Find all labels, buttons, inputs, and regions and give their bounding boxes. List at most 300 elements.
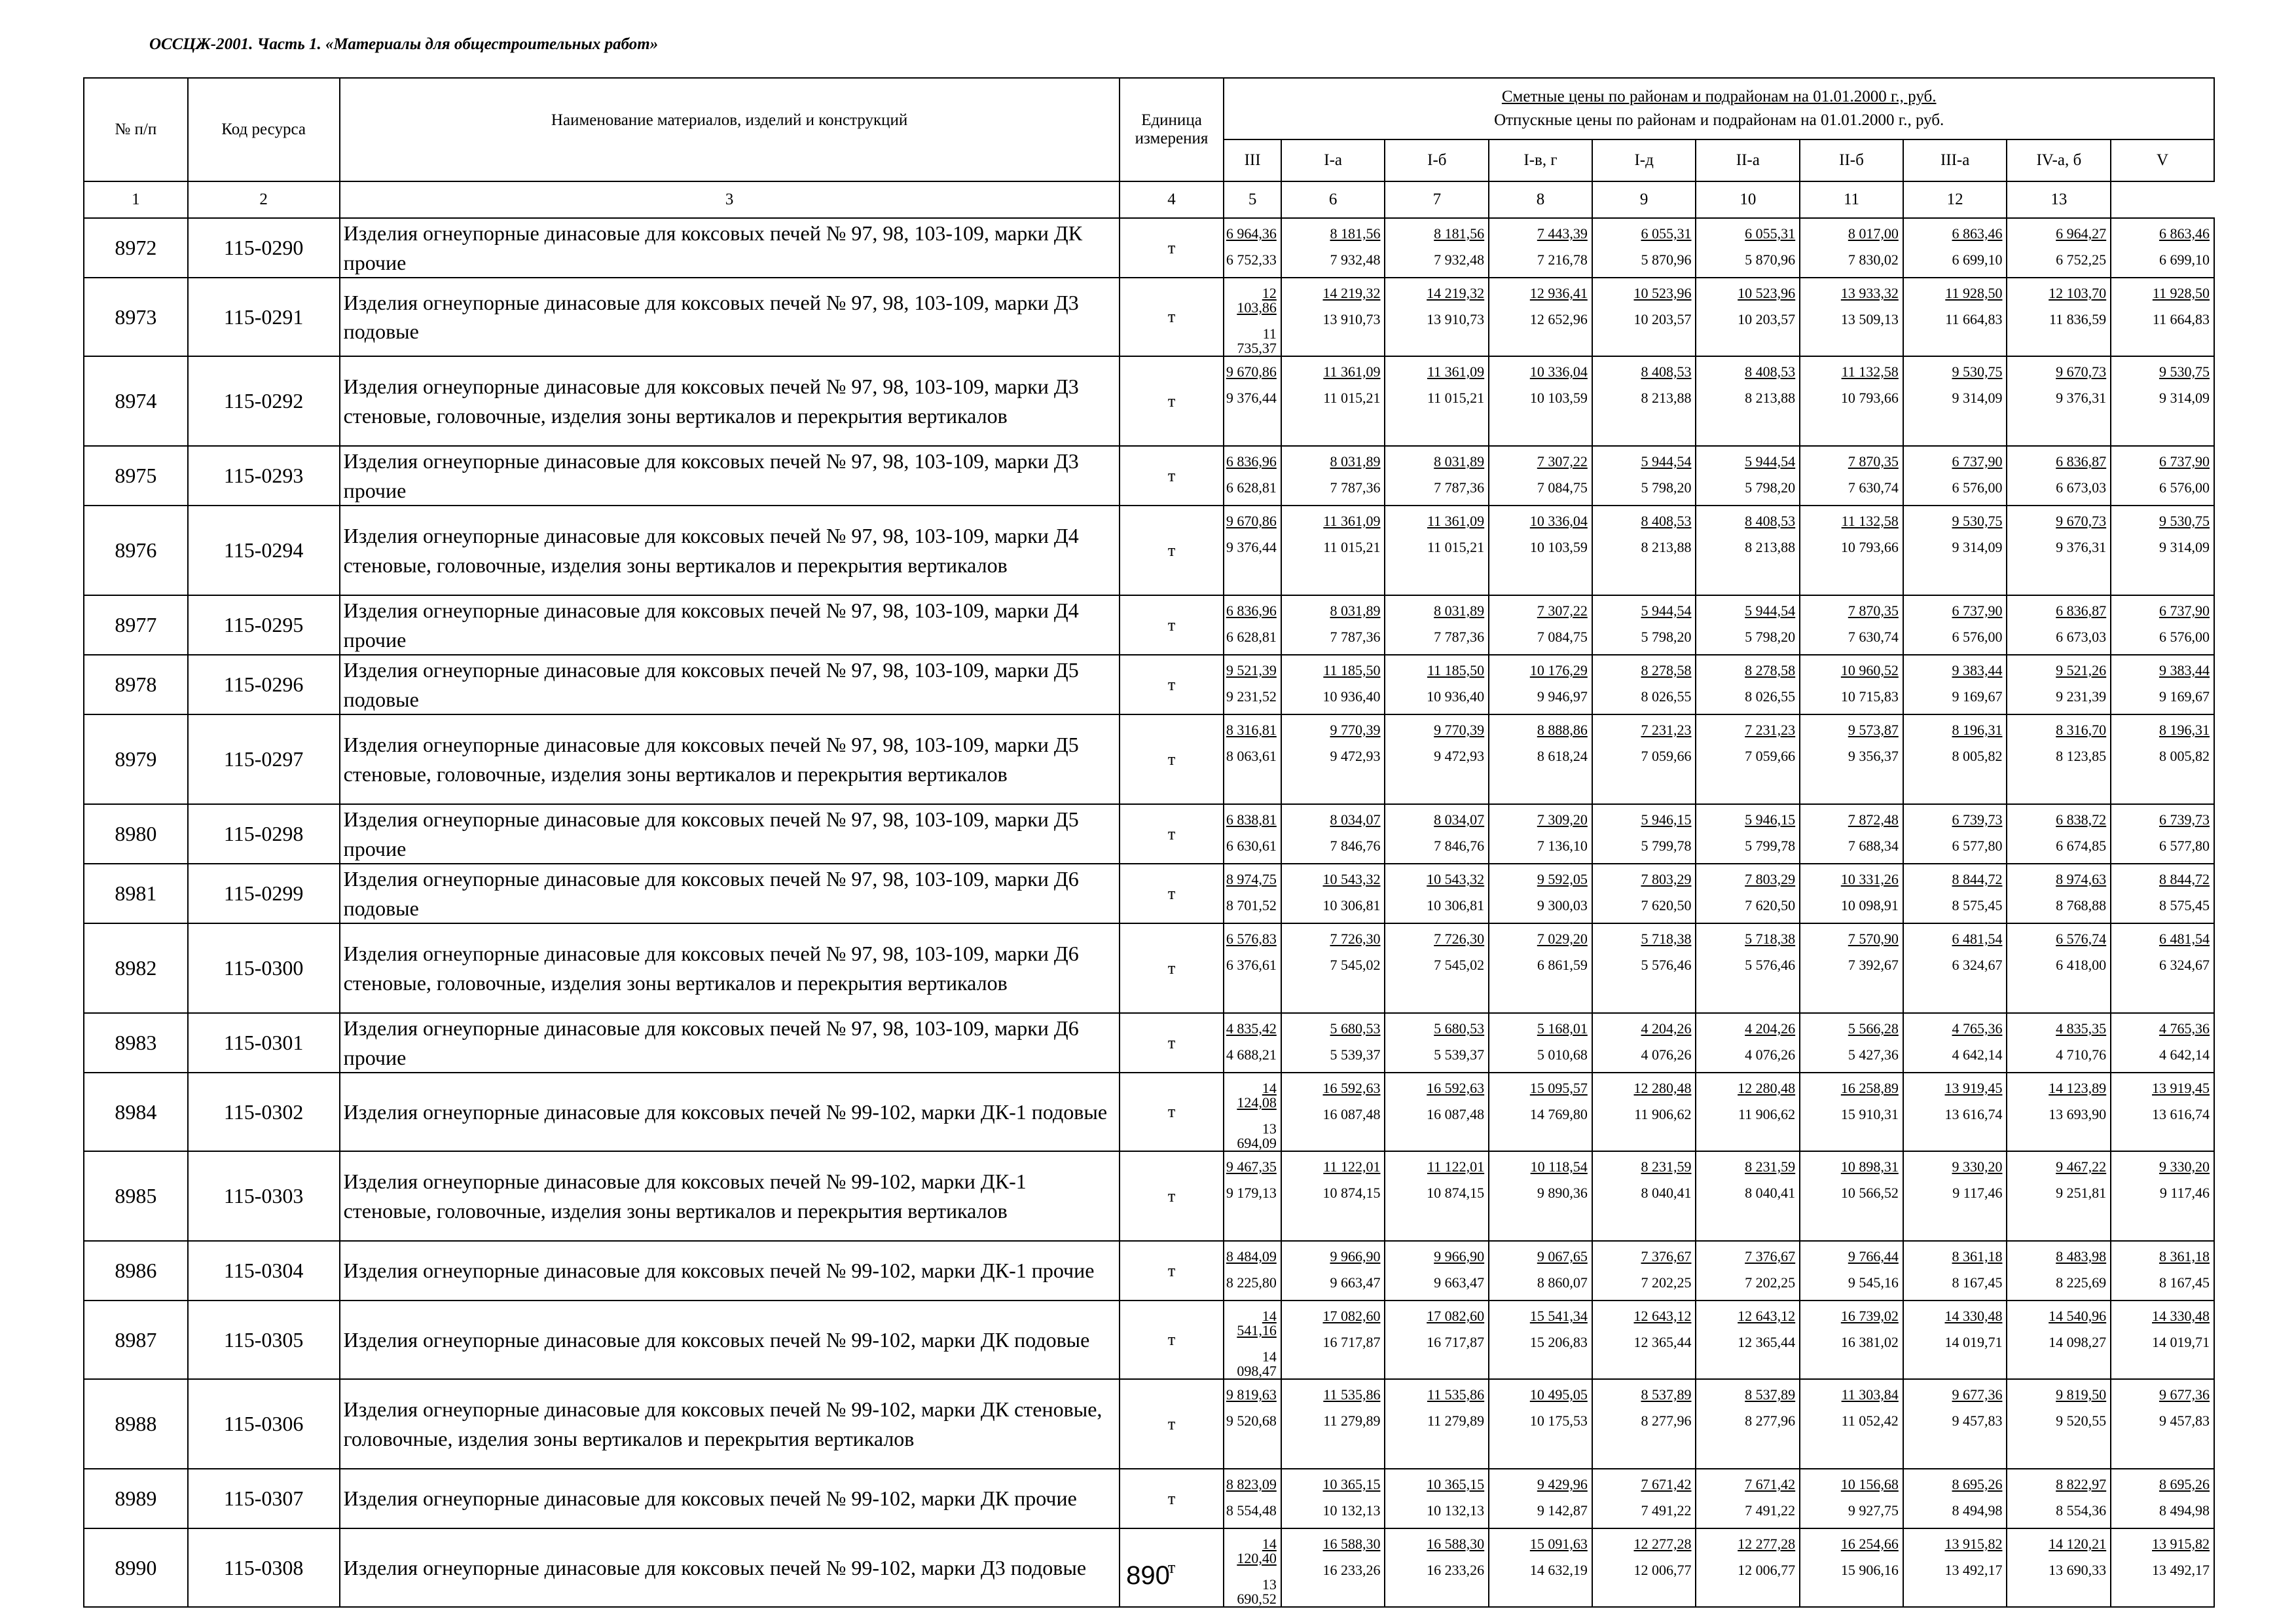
estimate-price: 5 944,54 [1641, 453, 1692, 470]
price-cell [1800, 1013, 1903, 1073]
unit-of-measure: т [1120, 595, 1224, 655]
estimate-price: 14 120,21 [2049, 1536, 2107, 1552]
price-cell [1385, 1379, 1489, 1469]
price-cell [2111, 278, 2214, 356]
resource-code: 115-0299 [188, 864, 340, 923]
column-number: 3 [340, 181, 1120, 218]
price-cell [1224, 356, 1281, 446]
release-price: 7 830,02 [1848, 251, 1899, 268]
price-cell [1592, 506, 1696, 595]
release-price: 9 376,31 [2056, 539, 2107, 555]
price-cell [1489, 1379, 1592, 1469]
estimate-price: 8 822,97 [2056, 1476, 2107, 1492]
resource-code: 115-0301 [188, 1013, 340, 1073]
release-price: 7 620,50 [1745, 897, 1796, 913]
estimate-price: 7 726,30 [1434, 931, 1485, 947]
release-price: 6 324,67 [2159, 957, 2210, 973]
price-cell [1903, 1241, 2007, 1301]
estimate-price: 4 835,42 [1226, 1020, 1277, 1037]
price-cell [1592, 714, 1696, 804]
price-cell [1696, 714, 1800, 804]
estimate-price: 7 231,23 [1641, 722, 1692, 738]
price-cell [1224, 1469, 1281, 1528]
unit-of-measure: т [1120, 1379, 1224, 1469]
release-price: 11 015,21 [1323, 390, 1381, 406]
estimate-price: 10 523,96 [1633, 285, 1692, 301]
release-price: 9 314,09 [2159, 539, 2210, 555]
price-cell [1281, 1469, 1385, 1528]
price-cell [1385, 1241, 1489, 1301]
release-price: 9 663,47 [1330, 1274, 1381, 1291]
release-price: 13 910,73 [1322, 311, 1381, 327]
estimate-price: 9 530,75 [2159, 513, 2210, 529]
unit-of-measure: т [1120, 218, 1224, 278]
estimate-price: 10 156,68 [1840, 1476, 1899, 1492]
price-cell [1800, 1241, 1903, 1301]
release-price: 5 798,20 [1745, 629, 1796, 645]
release-price: 5 870,96 [1745, 251, 1796, 268]
release-price: 12 652,96 [1529, 311, 1588, 327]
price-cell [1903, 446, 2007, 506]
estimate-price: 6 576,74 [2056, 931, 2107, 947]
price-cell [1696, 506, 1800, 595]
estimate-price: 9 766,44 [1848, 1248, 1899, 1264]
release-price: 10 936,40 [1322, 688, 1381, 705]
price-cell [1592, 595, 1696, 655]
price-cell [1696, 446, 1800, 506]
price-cell [1800, 714, 1903, 804]
price-cell [2007, 446, 2111, 506]
release-price: 13 509,13 [1840, 311, 1899, 327]
price-cell [2007, 356, 2111, 446]
release-price: 12 365,44 [1633, 1334, 1692, 1350]
release-price: 6 699,10 [1952, 251, 2003, 268]
release-price: 8 225,80 [1226, 1274, 1277, 1291]
region-header: I-в, г [1489, 139, 1592, 181]
release-price: 10 715,83 [1840, 688, 1899, 705]
row-number: 8974 [84, 356, 188, 446]
estimate-price: 7 671,42 [1745, 1476, 1796, 1492]
release-price: 6 630,61 [1226, 838, 1277, 854]
estimate-price: 14 219,32 [1322, 285, 1381, 301]
price-cell [2007, 655, 2111, 714]
price-cell [1592, 446, 1696, 506]
estimate-price: 6 737,90 [2159, 453, 2210, 470]
estimate-price: 8 034,07 [1434, 811, 1485, 828]
price-cell [2007, 1073, 2111, 1151]
release-price: 11 052,42 [1841, 1412, 1899, 1429]
estimate-price: 8 181,56 [1434, 225, 1485, 242]
release-price: 10 203,57 [1738, 311, 1796, 327]
release-price: 5 798,20 [1641, 629, 1692, 645]
release-price: 9 520,68 [1226, 1412, 1277, 1429]
price-cell [2007, 1301, 2111, 1379]
estimate-price: 6 836,87 [2056, 453, 2107, 470]
material-name: Изделия огнеупорные динасовые для коксовых печей № 99-102, марки ДК-1 стеновые, головочные, изделия зоны вертикалов и перекрытия вертикалов [340, 1151, 1120, 1241]
estimate-price: 11 361,09 [1427, 513, 1485, 529]
release-price: 7 202,25 [1641, 1274, 1692, 1291]
estimate-price: 11 361,09 [1427, 363, 1485, 380]
row-number: 8982 [84, 923, 188, 1013]
release-price: 9 376,31 [2056, 390, 2107, 406]
release-price: 16 087,48 [1427, 1106, 1485, 1122]
price-cell [1489, 714, 1592, 804]
price-cell [1385, 1073, 1489, 1151]
estimate-price: 6 838,72 [2056, 811, 2107, 828]
estimate-price: 16 588,30 [1322, 1536, 1381, 1552]
price-cell [1489, 1301, 1592, 1379]
estimate-price: 9 383,44 [2159, 662, 2210, 678]
row-number: 8976 [84, 506, 188, 595]
release-price: 7 630,74 [1848, 629, 1899, 645]
price-cell [1903, 1301, 2007, 1379]
release-price: 7 846,76 [1330, 838, 1381, 854]
release-price: 10 793,66 [1840, 390, 1899, 406]
estimate-price: 6 737,90 [2159, 602, 2210, 619]
price-cell [1224, 923, 1281, 1013]
row-number: 8979 [84, 714, 188, 804]
material-name: Изделия огнеупорные динасовые для коксовых печей № 97, 98, 103-109, марки Д3 прочие [340, 446, 1120, 506]
estimate-price: 8 031,89 [1330, 602, 1381, 619]
release-price: 15 206,83 [1529, 1334, 1588, 1350]
estimate-price: 6 055,31 [1745, 225, 1796, 242]
table-row [84, 655, 2214, 714]
estimate-price: 6 863,46 [1952, 225, 2003, 242]
price-cell [1281, 1073, 1385, 1151]
estimate-price: 8 695,26 [1952, 1476, 2003, 1492]
table-row [84, 356, 2214, 446]
price-cell [1696, 595, 1800, 655]
price-cell [1489, 218, 1592, 278]
price-cell [1800, 923, 1903, 1013]
resource-code: 115-0304 [188, 1241, 340, 1301]
release-price: 9 356,37 [1848, 748, 1899, 764]
estimate-price: 9 670,73 [2056, 513, 2107, 529]
estimate-price: 9 819,50 [2056, 1386, 2107, 1403]
estimate-price: 11 185,50 [1427, 662, 1485, 678]
running-title: ОССЦЖ-2001. Часть 1. «Материалы для общестроительных работ» [149, 35, 659, 53]
release-price: 10 874,15 [1322, 1185, 1381, 1201]
price-cell [1281, 1241, 1385, 1301]
release-price: 8 040,41 [1641, 1185, 1692, 1201]
release-price: 12 006,77 [1738, 1562, 1796, 1578]
release-price: 11 906,62 [1634, 1106, 1692, 1122]
estimate-price: 10 523,96 [1738, 285, 1796, 301]
release-price: 8 277,96 [1745, 1412, 1796, 1429]
price-cell [1903, 804, 2007, 864]
release-price: 13 616,74 [1944, 1106, 2003, 1122]
release-price: 9 142,87 [1537, 1502, 1588, 1519]
material-name: Изделия огнеупорные динасовые для коксовых печей № 97, 98, 103-109, марки Д5 стеновые, головочные, изделия зоны вертикалов и перекрытия вертикалов [340, 714, 1120, 804]
release-price: 9 117,46 [2159, 1185, 2210, 1201]
estimate-price: 10 365,15 [1322, 1476, 1381, 1492]
release-price: 10 306,81 [1427, 897, 1485, 913]
price-cell [1592, 1469, 1696, 1528]
unit-of-measure: т [1120, 1528, 1224, 1607]
row-number: 8973 [84, 278, 188, 356]
estimate-price: 14 219,32 [1427, 285, 1485, 301]
estimate-price: 6 964,27 [2056, 225, 2107, 242]
price-cell [1592, 1013, 1696, 1073]
material-name: Изделия огнеупорные динасовые для коксовых печей № 99-102, марки ДК стеновые, головочные, изделия зоны вертикалов и перекрытия вертикалов [340, 1379, 1120, 1469]
price-cell [1903, 714, 2007, 804]
estimate-price: 6 739,73 [1952, 811, 2003, 828]
release-price: 8 167,45 [1952, 1274, 2003, 1291]
estimate-price: 13 915,82 [2152, 1536, 2210, 1552]
release-price: 9 117,46 [1952, 1185, 2003, 1201]
release-price: 10 306,81 [1322, 897, 1381, 913]
row-number: 8988 [84, 1379, 188, 1469]
release-price: 6 699,10 [2159, 251, 2210, 268]
estimate-price: 8 844,72 [1952, 871, 2003, 887]
unit-of-measure: т [1120, 714, 1224, 804]
price-cell [1489, 1013, 1592, 1073]
estimate-price: 8 408,53 [1641, 363, 1692, 380]
release-price: 10 098,91 [1840, 897, 1899, 913]
release-price: 8 213,88 [1745, 539, 1796, 555]
estimate-price: 6 576,83 [1226, 931, 1277, 947]
table-row [84, 218, 2214, 278]
estimate-price: 16 588,30 [1427, 1536, 1485, 1552]
col-header-prices [1224, 78, 2214, 139]
resource-code: 115-0293 [188, 446, 340, 506]
estimate-price: 6 863,46 [2159, 225, 2210, 242]
estimate-price: 5 946,15 [1641, 811, 1692, 828]
row-number: 8986 [84, 1241, 188, 1301]
price-cell [1800, 655, 1903, 714]
release-price: 6 576,00 [1952, 479, 2003, 496]
estimate-price: 7 803,29 [1745, 871, 1796, 887]
estimate-price: 14 124,08 [1237, 1080, 1277, 1111]
release-price: 9 457,83 [1952, 1412, 2003, 1429]
estimate-price: 11 122,01 [1427, 1158, 1485, 1175]
release-price: 16 717,87 [1322, 1334, 1381, 1350]
price-cell [1489, 356, 1592, 446]
release-price: 11 279,89 [1427, 1412, 1485, 1429]
price-cell [1592, 1073, 1696, 1151]
table-row [84, 864, 2214, 923]
price-cell [1903, 923, 2007, 1013]
release-price: 5 427,36 [1848, 1046, 1899, 1063]
estimate-price: 7 570,90 [1848, 931, 1899, 947]
unit-of-measure: т [1120, 864, 1224, 923]
estimate-price: 9 429,96 [1537, 1476, 1588, 1492]
release-price: 8 026,55 [1745, 688, 1796, 705]
resource-code: 115-0292 [188, 356, 340, 446]
estimate-price: 8 034,07 [1330, 811, 1381, 828]
resource-code: 115-0298 [188, 804, 340, 864]
estimate-price: 7 309,20 [1537, 811, 1588, 828]
price-cell [1385, 506, 1489, 595]
release-price: 6 576,00 [2159, 479, 2210, 496]
price-cell [1281, 1013, 1385, 1073]
release-price: 10 203,57 [1633, 311, 1692, 327]
price-cell [2111, 218, 2214, 278]
release-price: 7 620,50 [1641, 897, 1692, 913]
release-price: 7 787,36 [1330, 629, 1381, 645]
unit-of-measure: т [1120, 1013, 1224, 1073]
table-row [84, 923, 2214, 1013]
price-cell [1281, 446, 1385, 506]
resource-code: 115-0300 [188, 923, 340, 1013]
price-cell [1696, 655, 1800, 714]
material-name: Изделия огнеупорные динасовые для коксовых печей № 97, 98, 103-109, марки Д6 подовые [340, 864, 1120, 923]
price-cell [1592, 864, 1696, 923]
release-price: 8 575,45 [2159, 897, 2210, 913]
estimate-price: 6 836,87 [2056, 602, 2107, 619]
row-number: 8990 [84, 1528, 188, 1607]
region-header: I-а [1281, 139, 1385, 181]
price-cell [2111, 1151, 2214, 1241]
estimate-price: 12 280,48 [1738, 1080, 1796, 1096]
price-cell [1385, 714, 1489, 804]
estimate-price: 10 365,15 [1427, 1476, 1485, 1492]
release-price: 16 381,02 [1840, 1334, 1899, 1350]
price-cell [2111, 655, 2214, 714]
column-number: 9 [1592, 181, 1696, 218]
release-price: 7 392,67 [1848, 957, 1899, 973]
price-cell [1489, 1469, 1592, 1528]
estimate-price: 10 495,05 [1529, 1386, 1588, 1403]
resource-code: 115-0297 [188, 714, 340, 804]
price-cell [2007, 1379, 2111, 1469]
estimate-price: 9 670,73 [2056, 363, 2107, 380]
release-price: 8 554,36 [2056, 1502, 2107, 1519]
price-cell [1800, 446, 1903, 506]
release-price: 13 693,90 [2049, 1106, 2107, 1122]
estimate-price: 15 091,63 [1529, 1536, 1588, 1552]
price-cell [1489, 506, 1592, 595]
price-cell [1385, 356, 1489, 446]
estimate-price: 15 541,34 [1529, 1308, 1588, 1324]
release-price: 5 799,78 [1745, 838, 1796, 854]
estimate-price: 5 680,53 [1434, 1020, 1485, 1037]
estimate-price: 4 204,26 [1641, 1020, 1692, 1037]
release-price: 7 136,10 [1537, 838, 1588, 854]
estimate-price: 9 670,86 [1226, 513, 1277, 529]
release-price: 11 015,21 [1427, 539, 1485, 555]
release-price: 8 063,61 [1226, 748, 1277, 764]
price-cell [1281, 218, 1385, 278]
price-cell [2007, 506, 2111, 595]
release-price: 9 457,83 [2159, 1412, 2210, 1429]
price-cell [1800, 506, 1903, 595]
estimate-price: 9 530,75 [1952, 363, 2003, 380]
release-price: 7 787,36 [1434, 629, 1485, 645]
table-row [84, 1241, 2214, 1301]
estimate-price: 8 031,89 [1434, 453, 1485, 470]
table-row [84, 595, 2214, 655]
release-price: 10 132,13 [1427, 1502, 1485, 1519]
estimate-price: 11 132,58 [1841, 513, 1899, 529]
estimate-price: 9 966,90 [1434, 1248, 1485, 1264]
release-price: 8 005,82 [1952, 748, 2003, 764]
release-price: 6 752,25 [2056, 251, 2107, 268]
release-price: 7 932,48 [1330, 251, 1381, 268]
estimate-price: 6 836,96 [1226, 602, 1277, 619]
release-price: 8 575,45 [1952, 897, 2003, 913]
release-price: 10 874,15 [1427, 1185, 1485, 1201]
release-price: 8 026,55 [1641, 688, 1692, 705]
estimate-price: 15 095,57 [1529, 1080, 1588, 1096]
estimate-price: 8 361,18 [1952, 1248, 2003, 1264]
col-header-num: № п/п [84, 78, 188, 181]
release-price: 9 169,67 [2159, 688, 2210, 705]
estimate-price: 6 055,31 [1641, 225, 1692, 242]
price-cell [1800, 1073, 1903, 1151]
price-cell [1903, 1073, 2007, 1151]
price-cell [1696, 1013, 1800, 1073]
estimate-price: 9 770,39 [1434, 722, 1485, 738]
estimate-price: 11 535,86 [1323, 1386, 1381, 1403]
price-cell [1592, 356, 1696, 446]
unit-of-measure: т [1120, 1469, 1224, 1528]
row-number: 8972 [84, 218, 188, 278]
estimate-price: 6 739,73 [2159, 811, 2210, 828]
estimate-price: 5 680,53 [1330, 1020, 1381, 1037]
estimate-price: 9 677,36 [1952, 1386, 2003, 1403]
region-header: II-б [1800, 139, 1903, 181]
estimate-price: 16 592,63 [1322, 1080, 1381, 1096]
price-cell [1489, 1073, 1592, 1151]
release-price: 8 213,88 [1641, 539, 1692, 555]
estimate-price: 7 671,42 [1641, 1476, 1692, 1492]
row-number: 8985 [84, 1151, 188, 1241]
row-number: 8983 [84, 1013, 188, 1073]
price-cell [1281, 864, 1385, 923]
price-cell [1385, 218, 1489, 278]
estimate-price: 6 737,90 [1952, 453, 2003, 470]
estimate-price: 12 277,28 [1738, 1536, 1796, 1552]
estimate-price: 9 330,20 [1952, 1158, 2003, 1175]
price-cell [1281, 1379, 1385, 1469]
estimate-price: 13 915,82 [1944, 1536, 2003, 1552]
price-cell [1385, 446, 1489, 506]
region-header: IV-а, б [2007, 139, 2111, 181]
estimate-price: 5 168,01 [1537, 1020, 1588, 1037]
release-price: 7 630,74 [1848, 479, 1899, 496]
release-price: 10 175,53 [1529, 1412, 1588, 1429]
price-cell [1385, 655, 1489, 714]
release-price: 4 076,26 [1641, 1046, 1692, 1063]
column-number: 4 [1120, 181, 1224, 218]
price-cell [2111, 446, 2214, 506]
price-cell [2007, 864, 2111, 923]
price-cell [1385, 804, 1489, 864]
price-cell [1489, 864, 1592, 923]
release-price: 8 167,45 [2159, 1274, 2210, 1291]
estimate-price: 8 316,81 [1226, 722, 1277, 738]
estimate-price: 6 838,81 [1226, 811, 1277, 828]
price-cell [1489, 446, 1592, 506]
price-cell [2111, 1013, 2214, 1073]
estimate-price: 8 017,00 [1848, 225, 1899, 242]
column-number: 12 [1903, 181, 2007, 218]
estimate-price: 5 946,15 [1745, 811, 1796, 828]
estimate-price: 16 739,02 [1840, 1308, 1899, 1324]
estimate-price: 11 303,84 [1841, 1386, 1899, 1403]
estimate-price: 10 543,32 [1322, 871, 1381, 887]
release-price: 5 798,20 [1745, 479, 1796, 496]
material-name: Изделия огнеупорные динасовые для коксовых печей № 97, 98, 103-109, марки Д3 подовые [340, 278, 1120, 356]
table-row [84, 1151, 2214, 1241]
estimate-price: 8 231,59 [1641, 1158, 1692, 1175]
price-cell [1903, 655, 2007, 714]
col-header-code: Код ресурса [188, 78, 340, 181]
release-price: 8 005,82 [2159, 748, 2210, 764]
release-price: 9 314,09 [2159, 390, 2210, 406]
table-row [84, 714, 2214, 804]
